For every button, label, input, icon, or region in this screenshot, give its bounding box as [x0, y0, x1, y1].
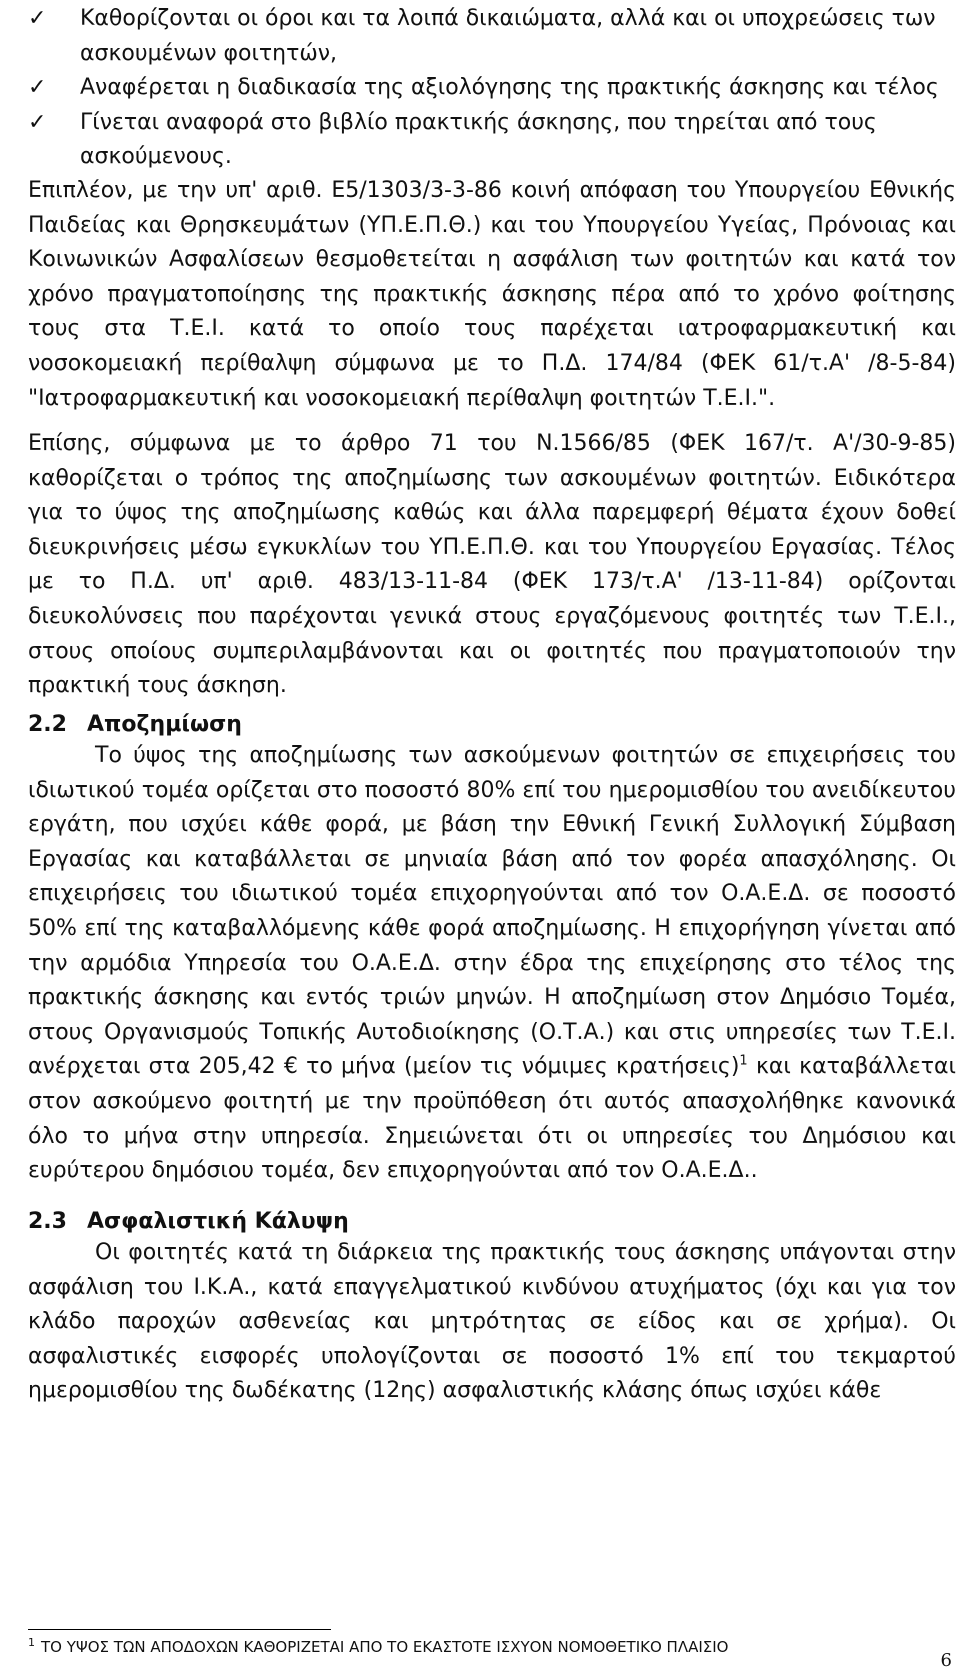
footnote-text: ΤΟ ΥΨΟΣ ΤΩΝ ΑΠΟΔΟΧΩΝ ΚΑΘΟΡΙΖΕΤΑΙ ΑΠΟ ΤΟ ΕΚΑΣΤΟΤΕ ΙΣΧΥΟΝ ΝΟΜΟΘΕΤΙΚΟ ΠΛΑΙΣΙΟ [41, 1638, 729, 1656]
footnote [28, 1636, 728, 1658]
footnote-mark: 1 [28, 1636, 35, 1649]
section-2-2-text-continued: και καταβάλλεται στον ασκούμενο φοιτητή με την προϋπόθεση ότι αυτός απασχολήθηκε κανονικά όλο το μήνα στην υπηρεσία. Σημειώνεται ότι οι υπηρεσίες του Δημόσιου και ευρύτερου δημόσιου τομέα, δεν επιχορηγούνται από τον Ο.Α.Ε.Δ.. [28, 1054, 956, 1184]
check-icon: ✓ [28, 6, 47, 31]
second-paragraph: Επίσης, σύμφωνα με το άρθρο 71 του Ν.1566/85 (ΦΕΚ 167/τ. Α'/30-9-85) καθορίζεται ο τρόπος της αποζημίωσης των ασκουμένων φοιτητών. Ειδικότερα για το ύψος της αποζημίωσης καθώς και άλλα παρεμφερή θέματα έχουν δοθεί διευκρινήσεις μέσω εγκυκλίων του ΥΠ.Ε.Π.Θ. και του Υπουργείου Εργασίας. Τέλος με το Π.Δ. υπ' αριθ. 483/13-11-84 (ΦΕΚ 173/τ.Α' /13-11-84) ορίζονται διευκολύνσεις που παρέχονται γενικά στους εργαζόμενους φοιτητές των Τ.Ε.Ι., στους οποίους συμπεριλαμβάνονται και οι φοιτητές που πραγματοποιούν την πρακτική τους άσκηση. [28, 431, 956, 699]
section-title: Ασφαλιστική Κάλυψη [87, 1209, 349, 1234]
section-2-2-text: Το ύψος της αποζημίωσης των ασκούμενων φοιτητών σε επιχειρήσεις του ιδιωτικού τομέα ορίζεται στο ποσοστό 80% επί του ημερομισθίου του ανειδίκευτου εργάτη, που ισχύει κάθε φορά, με βάση την Εθνική Γενική Συλλογική Σύμβαση Εργασίας και καταβάλλεται σε μηνιαία βάση από τον φορέα απασχόλησης. Οι επιχειρήσεις του ιδιωτικού τομέα επιχορηγούνται από τον Ο.Α.Ε.Δ. σε ποσοστό 50% επί της καταβαλλόμενης κάθε φορά αποζημίωσης. Η επιχορήγηση γίνεται από την αρμόδια Υπηρεσία του Ο.Α.Ε.Δ. στην έδρα της επιχείρησης στο τέλος της πρακτικής άσκησης και εντός τριών μηνών. Η αποζημίωση στον Δημόσιο Τομέα, στους Οργανισμούς Τοπικής Αυτοδιοίκησης (Ο.Τ.Α.) και στις υπηρεσίες των Τ.Ε.Ι. ανέρχεται στα 205,42 € το μήνα (μείον τις νόμιμες κρατήσεις) [28, 743, 956, 1080]
section-heading-2-2 [28, 712, 242, 737]
intro-paragraph: Επιπλέον, με την υπ' αριθ. Ε5/1303/3-3-86 κοινή απόφαση του Υπουργείου Εθνικής Παιδείας και Θρησκευμάτων (ΥΠ.Ε.Π.Θ.) και του Υπουργείου Υγείας, Πρόνοιας και Κοινωνικών Ασφαλίσεων θεσμοθετείται η ασφάλιση των φοιτητών και κατά τον χρόνο πραγματοποίησης της πρακτικής άσκησης πέρα από το χρόνο φοίτησης τους στα Τ.Ε.Ι. κατά το οποίο τους παρέχεται ιατροφαρμακευτική και νοσοκομειακή περίθαλψη σύμφωνα με το Π.Δ. 174/84 (ΦΕΚ 61/τ.Α' /8-5-84) "Ιατροφαρμακευτική και νοσοκομειακή περίθαλψη φοιτητών Τ.Ε.Ι.". [28, 178, 956, 411]
section-2-2-body [28, 739, 956, 1189]
checklist-item-text: Καθορίζονται οι όροι και τα λοιπά δικαιώματα, αλλά και οι υποχρεώσεις των ασκουμένων φοιτητών, [80, 6, 936, 66]
section-number: 2.3 [28, 1209, 67, 1234]
checklist-item [28, 2, 956, 71]
footnote-divider [28, 1629, 331, 1630]
section-2-3-body [28, 1236, 956, 1409]
checklist-item [28, 71, 956, 106]
section-2-3-text: Οι φοιτητές κατά τη διάρκεια της πρακτικής τους άσκησης υπάγονται στην ασφάλιση του Ι.Κ.Α., κατά επαγγελματικού κινδύνου ατυχήματος (όχι και για τον κλάδο παροχών ασθενείας και μητρότητας σε είδος και σε χρήμα). Οι ασφαλιστικές εισφορές υπολογίζονται σε ποσοστό 1% επί του τεκμαρτού ημερομισθίου της δωδέκατης (12ης) ασφαλιστικής κλάσης όπως ισχύει κάθε [28, 1240, 956, 1404]
section-heading-2-3 [28, 1209, 349, 1234]
page-number: 6 [940, 1650, 952, 1671]
section-number: 2.2 [28, 712, 67, 737]
checklist-item-text: Αναφέρεται η διαδικασία της αξιολόγησης της πρακτικής άσκησης και τέλος [80, 75, 939, 100]
section-title: Αποζημίωση [87, 712, 242, 737]
checklist-item [28, 106, 956, 175]
document-page [28, 0, 956, 1678]
footnote-reference[interactable]: 1 [739, 1054, 748, 1070]
checklist [28, 2, 956, 175]
check-icon: ✓ [28, 75, 47, 100]
checklist-item-text: Γίνεται αναφορά στο βιβλίο πρακτικής άσκησης, που τηρείται από τους ασκούμενους. [80, 109, 877, 169]
check-icon: ✓ [28, 109, 47, 135]
